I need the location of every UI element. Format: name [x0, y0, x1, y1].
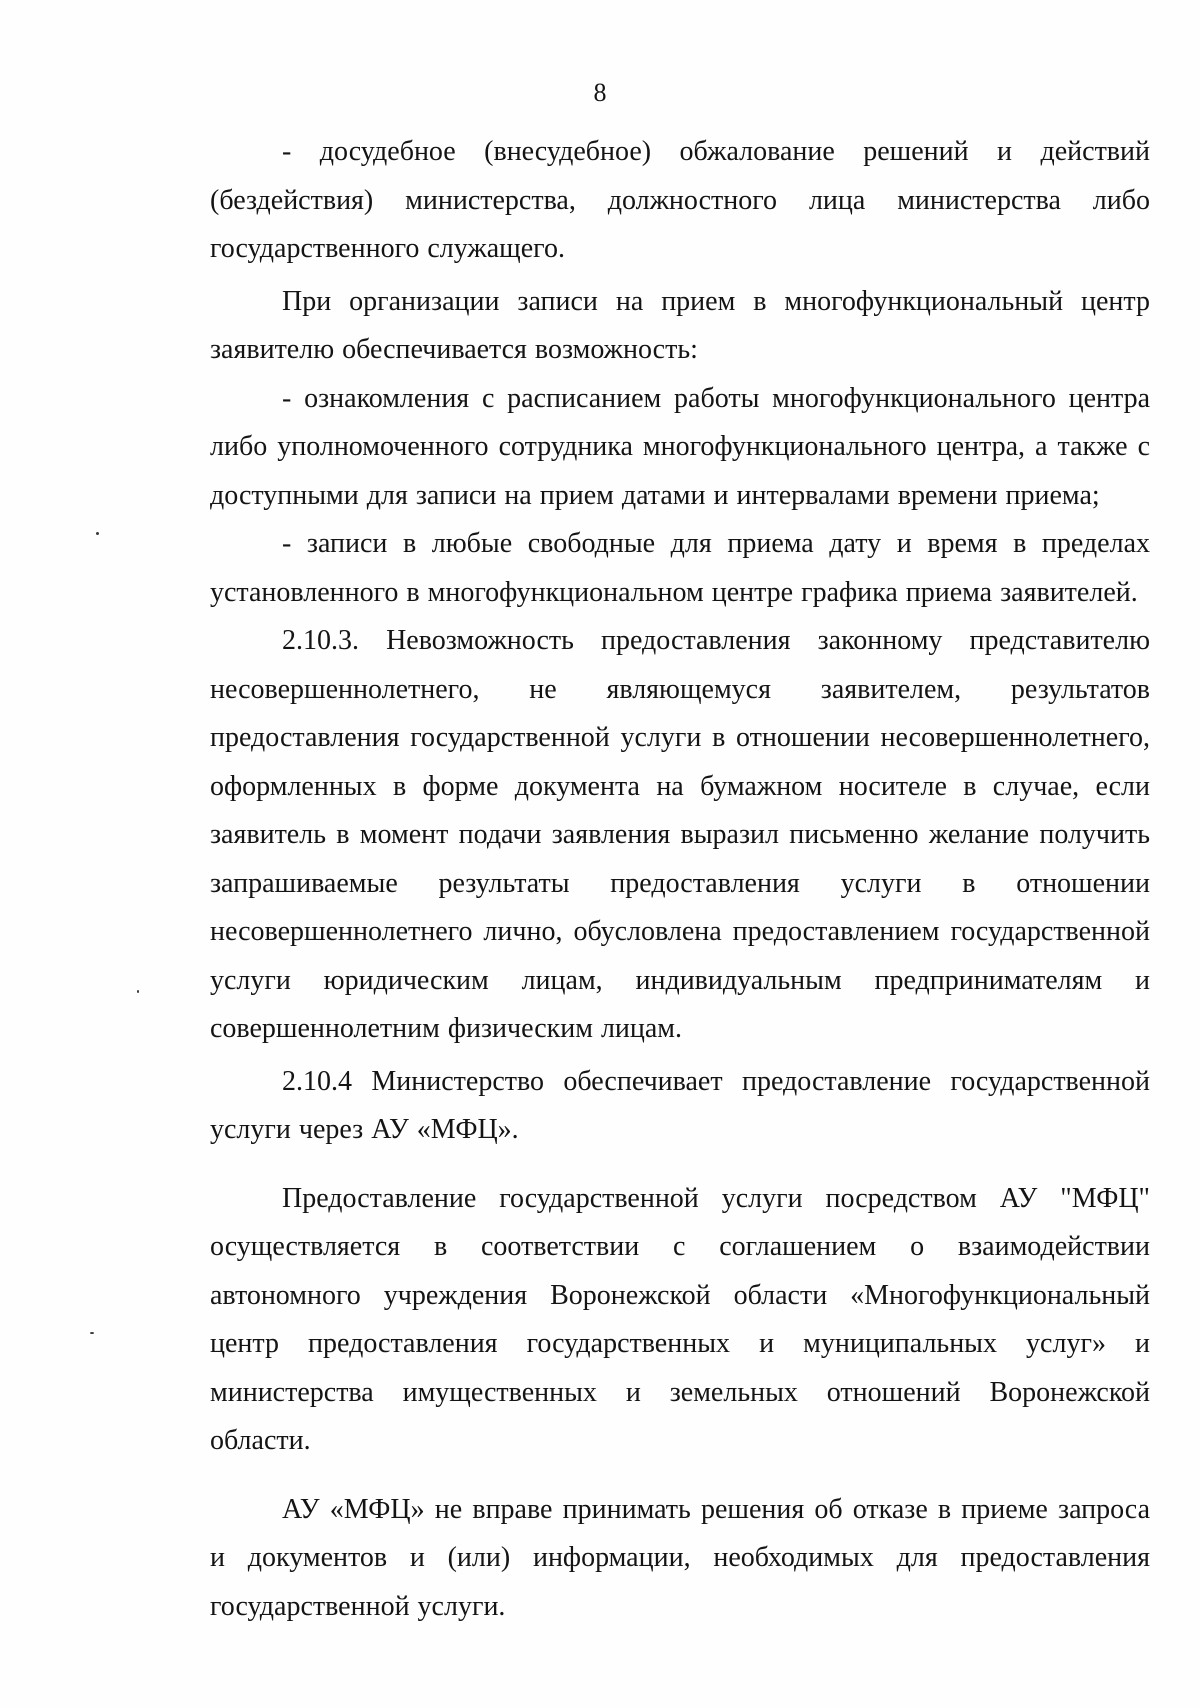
scan-speck [96, 532, 99, 535]
paragraph-appeal: - досудебное (внесудебное) обжалование решений и действий (бездействия) министерства, должностного лица министерства либо государственного служащего. [210, 136, 1150, 264]
page-number: 8 [593, 78, 607, 107]
paragraph-mfc-refusal: АУ «МФЦ» не вправе принимать решения об отказе в приеме запроса и документов и (или) информации, необходимых для предоставления государственной услуги. [210, 1493, 1150, 1622]
paragraph-mfc-appointment: При организации записи на прием в многофункциональный центр заявителю обеспечивается возможность: [210, 285, 1150, 365]
paragraph-mfc-agreement: Предоставление государственной услуги посредством АУ "МФЦ" осуществляется в соответствии с соглашением о взаимодействии автономного учреждения Воронежской области «Многофункциональный центр предоставления государственных и муниципальных услуг» и министерства имущественных и земельных отношений Воронежской области. [210, 1182, 1150, 1456]
paragraph-2-10-4: 2.10.4 Министерство обеспечивает предоставление государственной услуги через АУ «МФЦ». [210, 1065, 1150, 1145]
scan-speck [137, 990, 139, 993]
scan-speck [90, 1332, 94, 1334]
document-body [210, 128, 1150, 1631]
paragraph-2-10-3: 2.10.3. Невозможность предоставления законному представителю несовершеннолетнего, не являющемуся заявителем, результатов предоставления государственной услуги в отношении несовершеннолетнего, оформленных в форме документа на бумажном носителе в случае, если заявитель в момент подачи заявления выразил письменно желание получить запрашиваемые результаты предоставления услуги в отношении несовершеннолетнего лично, обусловлена предоставлением государственной услуги юридическим лицам, индивидуальным предпринимателям и совершеннолетним физическим лицам. [210, 625, 1150, 1044]
paragraph-appointment-slots: - записи в любые свободные для приема дату и время в пределах установленного в многофункциональном центре графика приема заявителей. [210, 528, 1150, 608]
paragraph-schedule-info: - ознакомления с расписанием работы многофункционального центра либо уполномоченного сотрудника многофункционального центра, а также с доступными для записи на прием датами и интервалами времени приема; [210, 382, 1150, 511]
